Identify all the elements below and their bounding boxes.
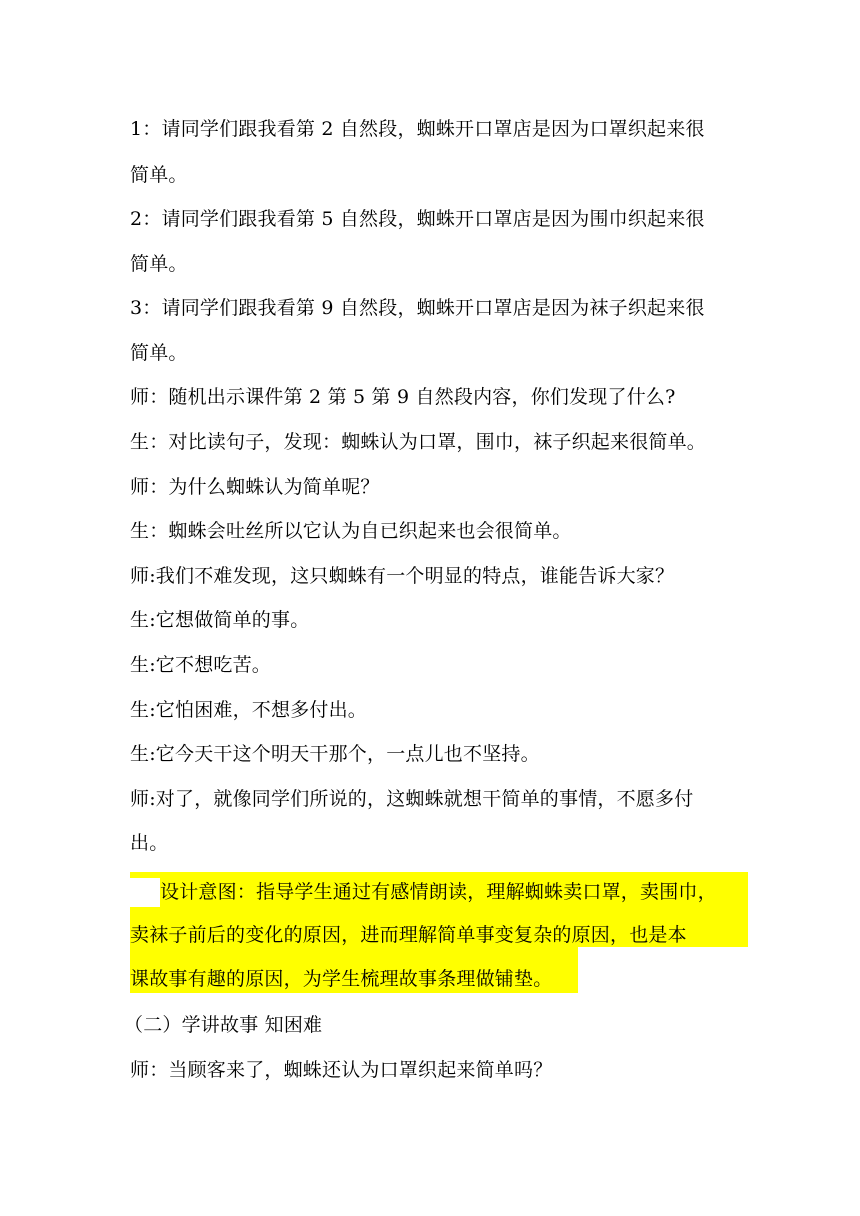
paragraph-line: 生:它今天干这个明天干那个，一点儿也不坚持。 [130,743,540,765]
paragraph-line: 师：为什么蜘蛛认为简单呢？ [130,476,380,498]
paragraph-line: 1：请同学们跟我看第 2 自然段，蜘蛛开口罩店是因为口罩织起来很 [130,118,705,140]
paragraph-line: 师:我们不难发现，这只蜘蛛有一个明显的特点，谁能告诉大家？ [130,565,675,587]
paragraph-line: 简单。 [130,342,188,364]
paragraph-line: 生：蜘蛛会吐丝所以它认为自已织起来也会很简单。 [130,520,572,542]
paragraph-line: 生：对比读句子，发现：蜘蛛认为口罩，围巾，袜子织起来很简单。 [130,431,707,453]
paragraph-line: 简单。 [130,164,188,186]
paragraph-line: 师：当顾客来了，蜘蛛还认为口罩织起来简单吗？ [130,1059,553,1081]
paragraph-line: 2：请同学们跟我看第 5 自然段，蜘蛛开口罩店是因为围巾织起来很 [130,208,705,230]
paragraph-line: 生:它怕困难，不想多付出。 [130,699,368,721]
section-heading: （二）学讲故事 知困难 [124,1014,323,1036]
paragraph-line: 简单。 [130,253,188,275]
highlight-band [130,872,160,878]
paragraph-line: 师:对了，就像同学们所说的，这蜘蛛就想干简单的事情，不愿多付 [130,788,694,810]
paragraph-line: 生:它想做简单的事。 [130,609,310,631]
paragraph-line: 3：请同学们跟我看第 9 自然段，蜘蛛开口罩店是因为袜子织起来很 [130,297,705,319]
paragraph-line: 出。 [130,832,169,854]
paragraph-line: 生:它不想吃苦。 [130,654,272,676]
design-intent-line: 卖袜子前后的变化的原因，进而理解简单事变复杂的原因，也是本 [130,924,687,946]
design-intent-line: 设计意图：指导学生通过有感情朗读，理解蜘蛛卖口罩，卖围巾， [160,881,717,903]
design-intent-line: 课故事有趣的原因，为学生梳理故事条理做铺垫。 [130,968,553,990]
paragraph-line: 师：随机出示课件第 2 第 5 第 9 自然段内容，你们发现了什么? [130,386,676,408]
